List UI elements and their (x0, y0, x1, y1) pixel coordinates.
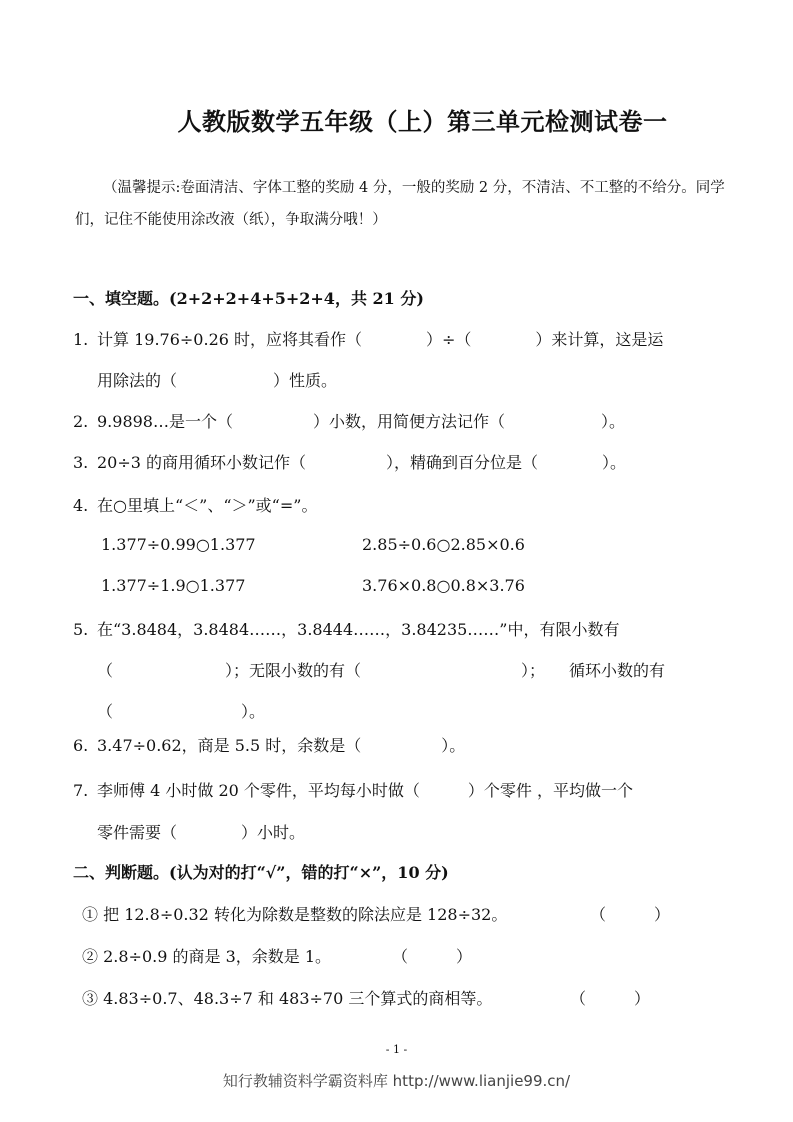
question-line (97, 368, 337, 391)
judge-item (82, 944, 331, 967)
judge-text: 4.83÷0.7、48.3÷7 和 483÷70 三个算式的商相等。 (103, 989, 493, 1008)
notice-text: （温馨提示:卷面清洁、字体工整的奖励 4 分，一般的奖励 2 分，不清洁、不工整的不给分。同学们，记住不能使用涂改液（纸），争取满分哦！） (75, 180, 725, 228)
judge-paren: （ ） (392, 947, 473, 966)
watermark-text: 知行教辅资料学霸资料库 http://www.lianjie99.cn/ (222, 1072, 571, 1090)
page-title: 人教版数学五年级（上）第三单元检测试卷一 (177, 107, 668, 136)
judge-number: ③ (82, 989, 99, 1008)
question-number: 4. (73, 496, 89, 515)
compare-item: 1.377÷0.99○1.377 (101, 535, 256, 554)
question-text: 3.47÷0.62，商是 5.5 时，余数是（ ）。 (97, 736, 466, 755)
judge-paren: （ ） (590, 905, 671, 924)
question-number: 6. (73, 736, 89, 755)
question-line (73, 409, 625, 432)
question-number: 5. (73, 620, 89, 639)
judge-number: ① (82, 905, 99, 924)
question-text: 零件需要（ ）小时。 (97, 823, 306, 842)
question-number: 2. (73, 412, 89, 431)
judge-paren: （ ） (570, 989, 651, 1008)
question-text: 在“3.8484，3.8484……，3.8444……，3.84235……”中，有限小数有 (97, 620, 620, 639)
judge-item (82, 902, 507, 925)
question-line (97, 699, 265, 722)
section-title-fill-blank: 一、填空题。(2+2+2+4+5+2+4，共 21 分) (73, 289, 424, 308)
question-line (73, 327, 663, 350)
question-line (97, 820, 305, 843)
question-number: 3. (73, 453, 89, 472)
question-text: 李师傅 4 小时做 20 个零件，平均每小时做（ ）个零件 ，平均做一个 (97, 781, 633, 800)
question-text: 用除法的（ ）性质。 (97, 371, 338, 390)
question-number: 7. (73, 781, 89, 800)
question-line (73, 733, 465, 756)
question-text: （ ）。 (97, 702, 266, 721)
question-line (97, 658, 665, 681)
compare-item: 2.85÷0.6○2.85×0.6 (362, 535, 525, 554)
question-text: 9.9898…是一个（ ）小数，用简便方法记作（ ）。 (97, 412, 625, 431)
question-line (73, 450, 626, 473)
question-text: （ ）；无限小数的有（ ）； 循环小数的有 (97, 661, 666, 680)
question-text: 计算 19.76÷0.26 时，应将其看作（ ）÷（ ）来计算，这是运 (97, 330, 664, 349)
compare-item: 1.377÷1.9○1.377 (101, 576, 246, 595)
question-line (73, 493, 317, 516)
question-number: 1. (73, 330, 89, 349)
question-text: 在○里填上“＜”、“＞”或“=”。 (97, 496, 318, 515)
judge-text: 2.8÷0.9 的商是 3，余数是 1。 (103, 947, 332, 966)
page-number: - 1 - (385, 1043, 408, 1056)
compare-item: 3.76×0.8○0.8×3.76 (362, 576, 525, 595)
section-title-true-false: 二、判断题。(认为对的打“√”，错的打“×”，10 分) (73, 863, 449, 882)
question-line (73, 617, 619, 640)
question-text: 20÷3 的商用循环小数记作（ ），精确到百分位是（ ）。 (97, 453, 627, 472)
judge-item (82, 986, 492, 1009)
question-line (73, 778, 633, 801)
judge-text: 把 12.8÷0.32 转化为除数是整数的除法应是 128÷32。 (103, 905, 508, 924)
judge-number: ② (82, 947, 99, 966)
